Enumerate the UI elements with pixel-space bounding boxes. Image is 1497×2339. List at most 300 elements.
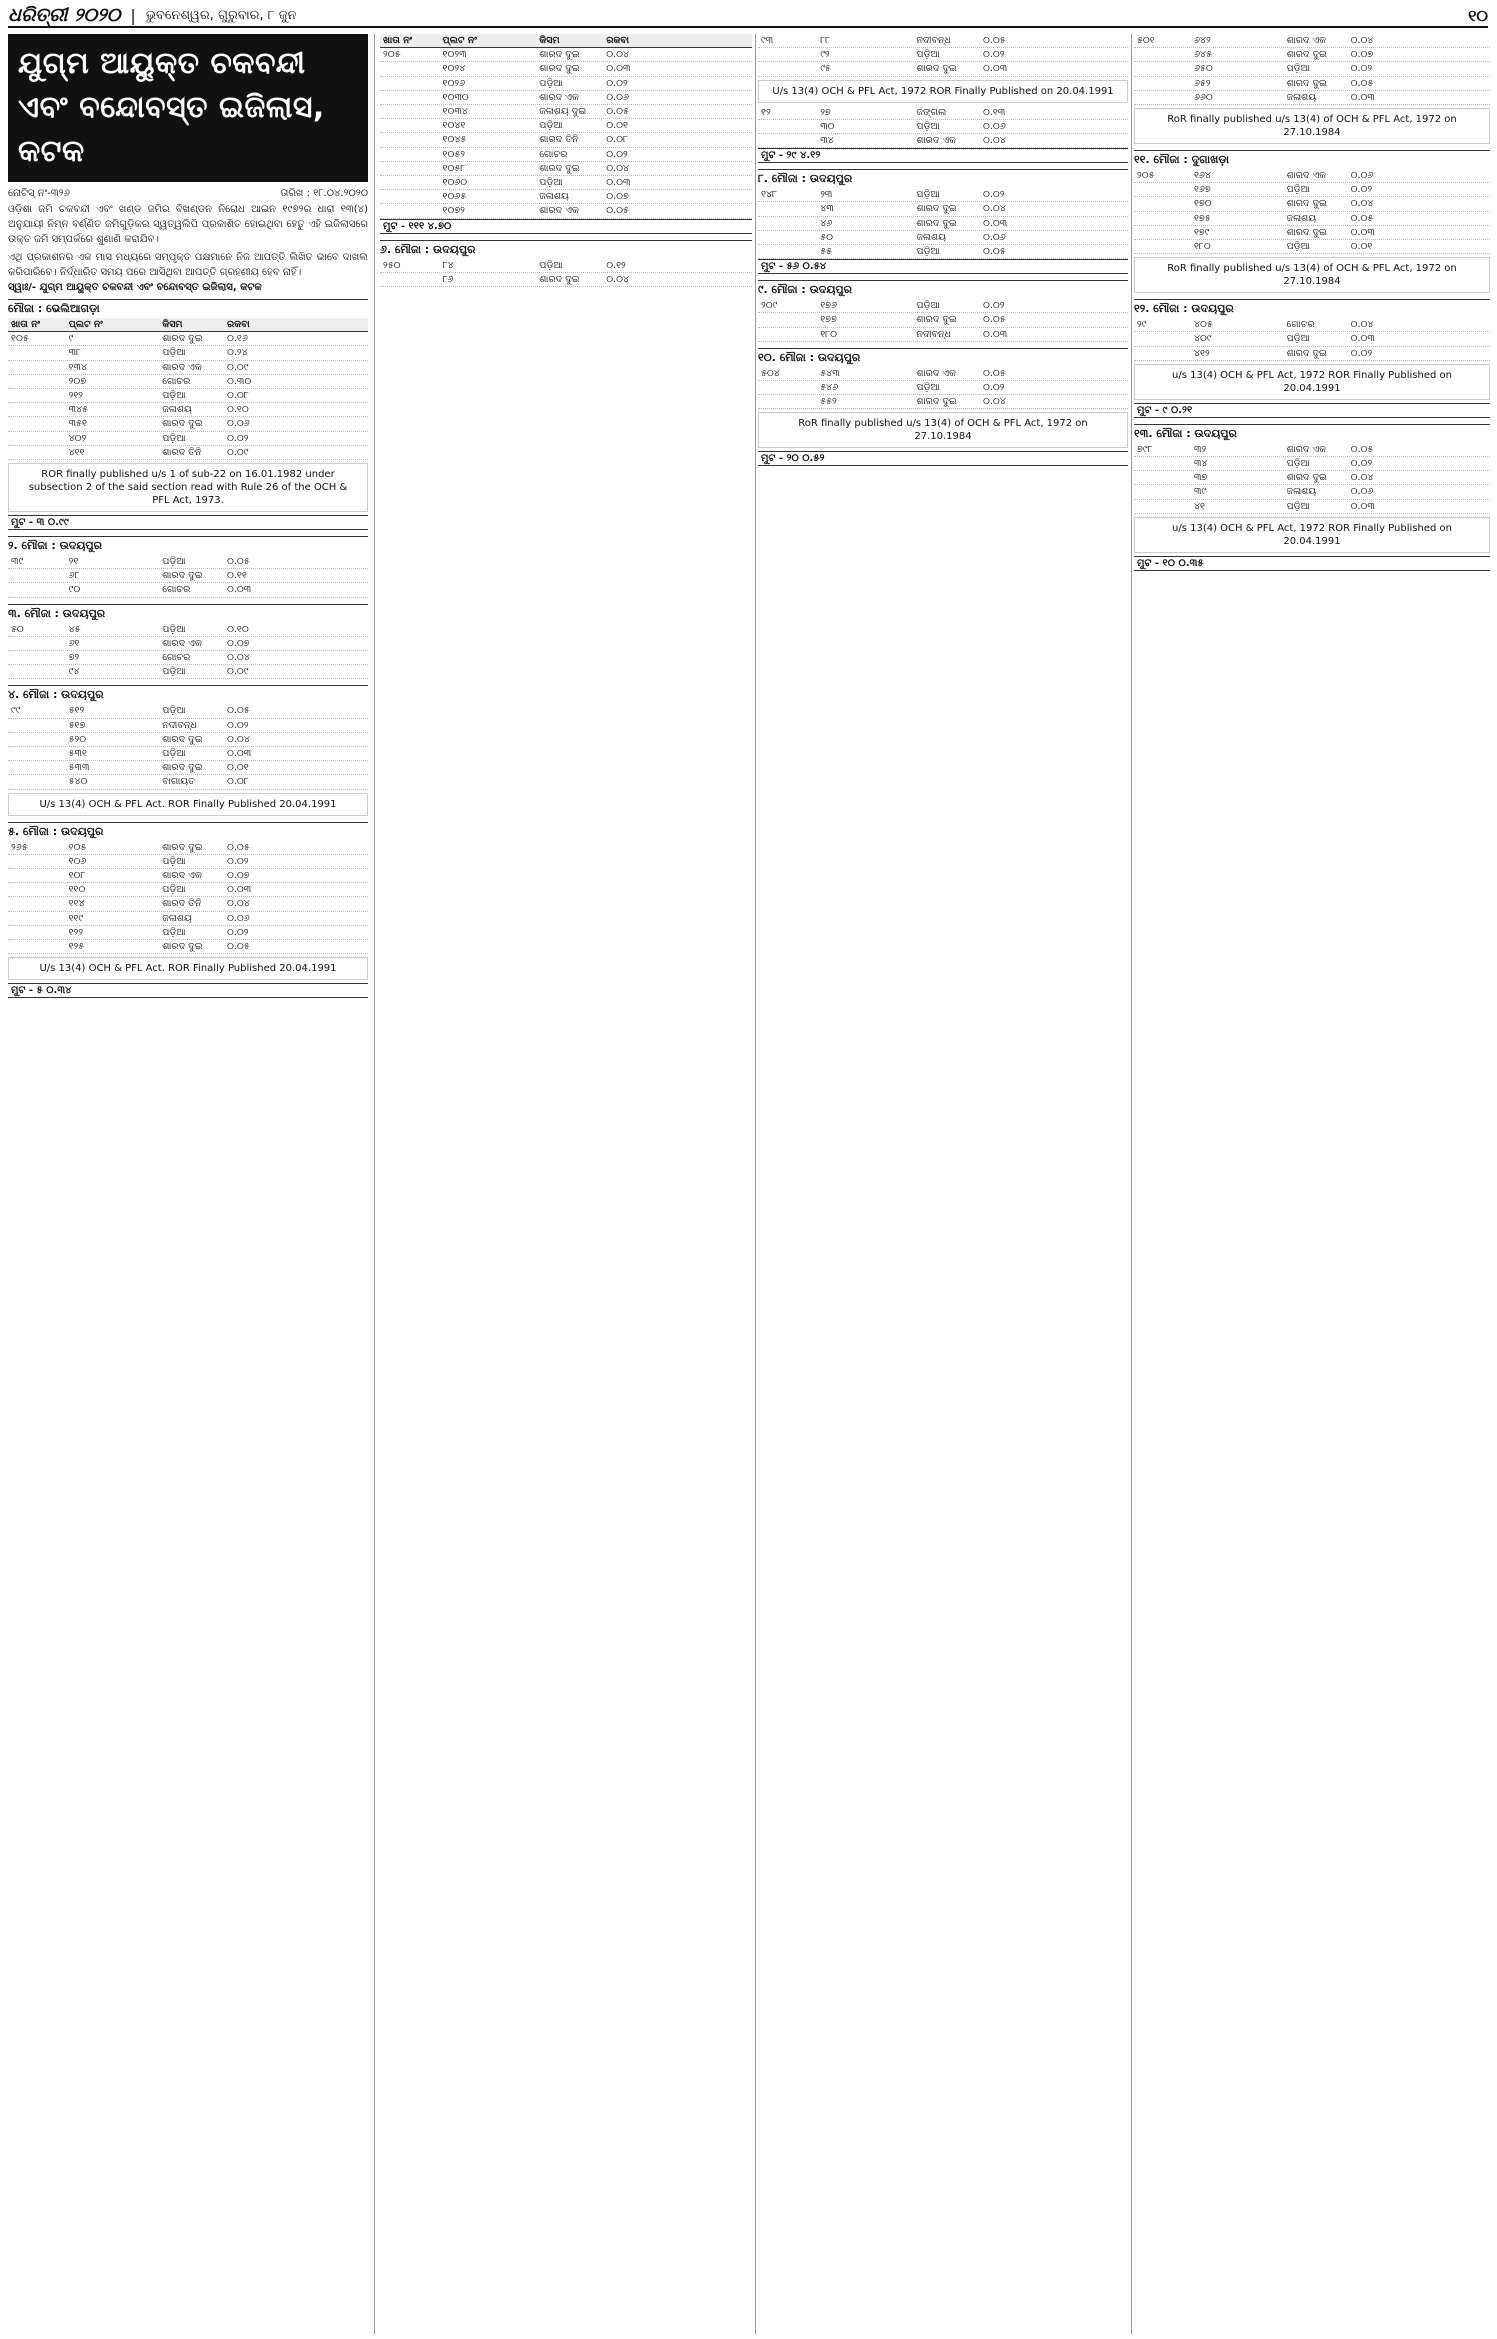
table-cell: [1134, 347, 1191, 360]
table-row: [8, 841, 368, 855]
table-cell: ୩୮: [68, 347, 82, 359]
table-cell: [1134, 457, 1191, 470]
table-row: [1134, 91, 1490, 105]
table-cell: ୫୦: [11, 623, 24, 635]
table-cell: ୦.୦୫: [606, 106, 629, 118]
table-cell: ୦.୦୬: [1350, 170, 1374, 182]
table-cell: ୧୭୦: [1193, 198, 1212, 210]
table-cell: [758, 395, 817, 408]
table-cell: ୦.୦୫: [1350, 77, 1374, 89]
table-cell: ୦.୧୦: [226, 404, 249, 416]
table-cell: [758, 134, 817, 147]
table-cell: ଶାରଦ ଦୁଇ: [162, 941, 203, 953]
table-cell: ୧୧୪: [68, 898, 85, 910]
table-cell: ୧୨୨: [68, 926, 84, 938]
table-cell: ୧୪୮: [761, 189, 777, 201]
ror-note: U/s 13(4) OCH & PFL Act, 1972 ROR Finally Published on 20.04.1991: [758, 80, 1128, 103]
table-cell: ୧୦୩୪: [442, 106, 468, 118]
ror-note: RoR finally published u/s 13(4) of OCH & PFL Act, 1972 on 27.10.1984: [758, 412, 1128, 448]
table-cell: ୦.୦୫: [1350, 443, 1374, 455]
table-cell: ୧୩୪: [68, 361, 88, 373]
table-cell: ୧୦୪୫: [442, 134, 467, 146]
table-cell: ଶାରଦ ଦୁଇ: [539, 162, 580, 174]
table-cell: ୦.୦୪: [606, 273, 630, 285]
table-row: [1134, 332, 1490, 346]
header-cell: କିସମ: [539, 35, 560, 46]
table-cell: ୧୦୫: [68, 841, 87, 853]
table-cell: ୧୦୫୮: [442, 162, 466, 174]
column-1: [8, 34, 368, 2334]
table-cell: ଶାରଦ ଦୁଇ: [539, 273, 580, 285]
table-cell: ୦.୦୭: [226, 870, 250, 882]
table-cell: ୪୧୨: [1193, 347, 1210, 359]
table-cell: ଶାରଦ ଦୁଇ: [1286, 198, 1327, 210]
table-cell: ୦.୦୫: [226, 556, 250, 568]
table-cell: ଶାରଦ ଏକ: [1286, 443, 1327, 455]
table-cell: ୬୧: [68, 637, 80, 649]
table-cell: ୦.୦୬: [1350, 486, 1374, 498]
table-row: [1134, 240, 1490, 254]
village-heading: ୧୩. ମୌଜା : ଉଦୟପୁର: [1134, 424, 1490, 443]
table-cell: ଶାରଦ ଦୁଇ: [916, 217, 957, 229]
table-cell: ୧୮୦: [1193, 241, 1211, 253]
table-cell: ୧୦୮: [68, 870, 86, 882]
table-cell: ୨୦୫: [1137, 170, 1155, 182]
table-cell: ୨୦୯: [761, 300, 778, 312]
land-table: [1134, 34, 1490, 105]
table-cell: ୦.୦୬: [982, 231, 1006, 243]
table-cell: [8, 747, 66, 760]
table-cell: ୦.୦୩: [982, 63, 1008, 75]
table-cell: ୩୦: [820, 120, 835, 132]
table-cell: ୦.୦୮: [226, 776, 249, 788]
table-cell: ପଡ଼ିଆ: [916, 246, 940, 258]
table-cell: ୦.୨୪: [226, 347, 248, 359]
table-cell: [8, 569, 66, 582]
table-row: [758, 299, 1128, 313]
table-cell: ପଡ଼ିଆ: [162, 666, 186, 678]
table-row: [380, 133, 752, 147]
table-cell: ପଡ଼ିଆ: [916, 120, 940, 132]
table-cell: ୦.୦୨: [982, 300, 1005, 312]
table-cell: ୦.୦୬: [226, 418, 250, 430]
table-cell: ୨୦୭: [68, 375, 87, 387]
table-cell: ୧୭୬: [820, 300, 837, 312]
table-cell: [380, 273, 440, 286]
table-row: [8, 332, 368, 346]
table-cell: ୦.୦୫: [606, 205, 629, 217]
table-cell: ଶାରଦ ଏକ: [1286, 35, 1327, 46]
table-row: [1134, 457, 1490, 471]
table-row: [380, 77, 752, 91]
table-row: [758, 202, 1128, 216]
table-cell: ୪୦୯: [1193, 333, 1212, 345]
table-cell: ୦.୦୪: [226, 898, 250, 910]
table-cell: ପଡ଼ିଆ: [539, 77, 563, 89]
ror-note: U/s 13(4) OCH & PFL Act. ROR Finally Published 20.04.1991: [8, 957, 368, 980]
table-cell: ୦.୦୪: [226, 652, 250, 664]
table-cell: ୨୯: [1137, 319, 1147, 331]
table-cell: ୦.୦୯: [226, 666, 249, 678]
table-cell: ୩୪: [820, 135, 834, 147]
table-cell: [380, 176, 440, 189]
table-row: [758, 328, 1128, 342]
table-cell: ୦.୦୪: [1350, 35, 1374, 46]
table-cell: ୧୦୭୨: [442, 205, 465, 217]
table-cell: ଶାରଦ ଦୁଇ: [916, 203, 957, 215]
table-cell: [8, 346, 66, 359]
ror-note: ROR finally published u/s 1 of sub-22 on 16.01.1982 under subsection 2 of the said section read with Rule 26 of the OCH & PFL Act, 1973.: [8, 463, 368, 512]
table-row: [758, 217, 1128, 231]
table-cell: ୦.୦୩: [982, 217, 1008, 229]
table-row: [8, 855, 368, 869]
table-row: [758, 120, 1128, 134]
table-cell: ଶାରଦ ଏକ: [162, 637, 202, 649]
table-row: [758, 188, 1128, 202]
table-cell: ୨୦୫: [383, 49, 401, 61]
table-cell: ପଡ଼ିଆ: [539, 120, 563, 132]
table-cell: ୧୬୭: [1193, 184, 1211, 196]
table-cell: ପଡ଼ିଆ: [1286, 458, 1310, 470]
table-cell: ଜଳାଶୟ: [162, 404, 192, 416]
table-row: [1134, 485, 1490, 499]
table-cell: ୮୬: [442, 273, 454, 285]
table-cell: ୫୦: [820, 231, 833, 243]
table-cell: ଶାରଦ ଦୁଇ: [916, 396, 957, 408]
table-row: [380, 62, 752, 76]
table-cell: [1134, 332, 1191, 345]
table-cell: ୦.୧୦: [226, 623, 249, 635]
table-cell: [8, 446, 66, 459]
table-cell: ୪୫: [68, 623, 81, 635]
table-cell: [1134, 240, 1191, 253]
table-cell: ଶାରଦ ଦୁଇ: [539, 49, 580, 61]
table-cell: ୦.୦୭: [1350, 49, 1374, 61]
table-cell: ୦.୦୫: [982, 314, 1006, 326]
table-total: ମୁଟ - ୯ ୦.୨୧: [1134, 403, 1490, 418]
table-cell: ୦.୦୩: [1350, 500, 1375, 512]
table-row: [380, 162, 752, 176]
table-cell: [8, 775, 66, 788]
village-heading: ୯. ମୌଜା : ଉଦୟପୁର: [758, 280, 1128, 299]
table-row: [8, 719, 368, 733]
notice-signature: ସ୍ୱାଃ/- ଯୁଗ୍ମ ଆୟୁକ୍ତ ଚକବନ୍ଦୀ ଏବଂ ବନ୍ଦୋବସ୍ତ ଇଜିଲାସ, କଟକ: [8, 282, 262, 293]
table-row: [8, 555, 368, 569]
table-row: [758, 367, 1128, 381]
table-cell: [8, 869, 66, 882]
table-cell: ଶାରଦ ଦୁଇ: [1286, 472, 1327, 484]
land-table: [758, 367, 1128, 410]
table-cell: ୩୪: [1193, 458, 1208, 470]
table-cell: ୫୪୦: [68, 776, 88, 788]
table-cell: ୯୫: [820, 63, 831, 75]
table-cell: ଶାରଦ ଦୁଇ: [1286, 226, 1327, 238]
table-cell: ୦.୦୨: [1350, 63, 1373, 75]
table-cell: [8, 637, 66, 650]
table-cell: ୦.୦୨: [226, 719, 249, 731]
table-row: [8, 361, 368, 375]
table-cell: ପଡ଼ିଆ: [162, 748, 186, 760]
table-cell: ୦.୦୩: [606, 177, 631, 189]
table-cell: ଜଳାଶୟ: [162, 912, 192, 924]
table-cell: ପଡ଼ିଆ: [1286, 500, 1310, 512]
table-cell: ପଡ଼ିଆ: [1286, 63, 1310, 75]
table-cell: ଜଳାଶୟ: [1286, 212, 1317, 224]
table-row: [8, 346, 368, 360]
table-cell: ୦.୦୧: [606, 120, 628, 132]
table-cell: [8, 403, 66, 416]
table-cell: ୦.୦୨: [226, 432, 249, 444]
header-cell: ପ୍ଲଟ ନଂ: [442, 35, 477, 46]
header-cell: ପ୍ଲଟ ନଂ: [68, 319, 103, 330]
table-row: [1134, 226, 1490, 240]
table-total: ମୁଟ - ୨୦ ୦.୫୨: [758, 451, 1128, 466]
table-cell: [758, 120, 817, 133]
table-cell: [380, 62, 440, 75]
table-cell: ୯୦: [68, 584, 81, 596]
table-cell: ଶାରଦ ଏକ: [162, 870, 202, 882]
header-cell: ଖାତା ନଂ: [11, 319, 41, 330]
land-table: [758, 34, 1128, 77]
table-cell: [1134, 91, 1191, 104]
table-row: [758, 48, 1128, 62]
table-cell: ଜଳାଶୟ: [1286, 486, 1317, 498]
table-cell: ପଡ଼ିଆ: [916, 189, 940, 201]
table-cell: [380, 105, 440, 118]
table-cell: [380, 162, 440, 175]
table-cell: ଗୋଚର: [539, 148, 568, 160]
table-cell: ୦.୦୨: [226, 926, 249, 938]
table-row: [1134, 169, 1490, 183]
table-row: [8, 940, 368, 954]
table-row: [1134, 62, 1490, 76]
header-cell: କିସମ: [162, 319, 183, 330]
table-cell: ୦.୦୪: [606, 49, 630, 61]
table-row: [8, 665, 368, 679]
table-cell: ୦.୦୪: [1350, 319, 1374, 331]
table-cell: ୪୧୧: [68, 446, 85, 458]
table-cell: ୬୮: [68, 570, 80, 582]
table-cell: ଶାରଦ ଏକ: [916, 367, 957, 379]
village-heading: ୫. ମୌଜା : ଉଦୟପୁର: [8, 822, 368, 841]
table-cell: [8, 417, 66, 430]
table-cell: ନଦୀବନ୍ଧ: [916, 35, 951, 46]
table-cell: ଜଙ୍ଗଲ: [916, 106, 947, 118]
table-row: [380, 176, 752, 190]
land-table: [8, 623, 368, 680]
table-cell: ୦.୦୩: [1350, 226, 1375, 238]
table-row: [380, 119, 752, 133]
table-cell: [8, 912, 66, 925]
table-total: ମୁଟ - ୧୧୧ ୪.୭୦: [380, 219, 752, 234]
village-heading: ୮. ମୌଜା : ଉଦୟପୁର: [758, 169, 1128, 188]
land-table: [380, 259, 752, 287]
table-cell: ଶାରଦ ଦୁଇ: [162, 762, 203, 774]
table-cell: ୧୦୨୩: [442, 49, 467, 61]
table-cell: ବାଗାୟତ: [162, 776, 195, 788]
table-row: [1134, 471, 1490, 485]
table-cell: ୫୪୬: [820, 382, 839, 394]
table-row: [8, 623, 368, 637]
table-cell: [758, 313, 817, 326]
table-row: [8, 637, 368, 651]
table-cell: ୦.୦୩: [1350, 333, 1375, 345]
table-cell: ୩୯: [1193, 486, 1207, 498]
land-table: [380, 48, 752, 218]
table-row: [8, 417, 368, 431]
table-row: [1134, 183, 1490, 197]
table-cell: ୧୦୨୬: [442, 77, 466, 89]
newspaper-logo: ଧରିତ୍ରୀ ୨୦୨୦: [8, 4, 121, 26]
table-cell: [380, 119, 440, 132]
table-cell: ଶାରଦ ଦୁଇ: [916, 63, 957, 75]
land-table: [8, 704, 368, 789]
table-cell: ୪୩: [820, 203, 834, 215]
table-cell: [1134, 197, 1191, 210]
table-cell: [8, 432, 66, 445]
table-cell: ୦.୦୩: [606, 63, 631, 75]
table-cell: ୦.୦୫: [982, 35, 1006, 46]
table-total: ମୁଟ - ୫ ୦.୩୪: [8, 983, 368, 998]
table-cell: ୦.୧୧: [226, 570, 247, 582]
table-cell: [758, 202, 817, 215]
table-cell: ୬୬୦: [1193, 91, 1213, 103]
table-total: ମୁଟ - ୩ ୦.୯୯: [8, 515, 368, 530]
table-cell: [380, 133, 440, 146]
table-row: [8, 583, 368, 597]
table-cell: [8, 883, 66, 896]
table-cell: ୨୫୦: [383, 259, 401, 271]
notice-paragraph: ଏଥି ପ୍ରକାଶନର ଏକ ମାସ ମଧ୍ୟରେ ସମ୍ପୃକ୍ତ ପକ୍ଷମାନେ ନିଜ ଆପତ୍ତି ଲିଖିତ ଭାବେ ଦାଖଲ କରିପାରିବେ। ନିର୍ଦ୍ଧାରିତ ସମୟ ପରେ ଆସିଥିବା ଆପତ୍ତି ଗ୍ରହଣୀୟ ହେବ ନାହିଁ।: [8, 252, 368, 278]
table-cell: [1134, 48, 1191, 61]
table-cell: [8, 583, 66, 596]
table-cell: ୦.୦୫: [226, 705, 250, 717]
table-cell: [758, 48, 817, 61]
table-cell: ୯୪: [68, 666, 80, 678]
header-cell: ରକବା: [226, 319, 250, 330]
table-cell: ୫୩୧: [68, 748, 87, 760]
table-cell: [758, 381, 817, 394]
table-cell: [8, 651, 66, 664]
table-row: [758, 395, 1128, 409]
table-cell: ପଡ଼ିଆ: [162, 390, 186, 402]
table-cell: ପଡ଼ିଆ: [916, 300, 940, 312]
table-cell: ୦.୦୪: [226, 733, 250, 745]
table-row: [8, 446, 368, 460]
table-cell: ୦.୦୨: [1350, 458, 1373, 470]
table-cell: ୯୯: [11, 705, 21, 717]
table-cell: ୦.୦୮: [226, 390, 249, 402]
table-cell: ୦.୦୨: [606, 148, 628, 160]
table-cell: ୦.୩୦: [226, 375, 252, 387]
table-cell: [8, 719, 66, 732]
table-cell: ୦.୦୪: [982, 396, 1006, 408]
table-cell: ୦.୦୪: [606, 162, 630, 174]
table-cell: [8, 665, 66, 678]
table-cell: [380, 190, 440, 203]
table-cell: ଶାରଦ ଦୁଇ: [1286, 49, 1327, 61]
table-cell: ଶାରଦ ଦୁଇ: [916, 314, 957, 326]
table-cell: ଗୋଚର: [162, 584, 191, 596]
column-4: [1134, 34, 1490, 2334]
table-row: [380, 190, 752, 204]
ror-note: U/s 13(4) OCH & PFL Act. ROR Finally Published 20.04.1991: [8, 793, 368, 816]
table-row: [1134, 347, 1490, 361]
table-cell: ୧୦୨୪: [442, 63, 466, 75]
table-cell: ୭୨: [68, 652, 80, 664]
table-row: [8, 747, 368, 761]
table-cell: ୧୬୪: [1193, 170, 1211, 182]
table-cell: [8, 761, 66, 774]
village-heading: ୧୨. ମୌଜା : ଉଦୟପୁର: [1134, 299, 1490, 318]
table-cell: ପଡ଼ିଆ: [539, 259, 563, 271]
table-row: [380, 273, 752, 287]
table-cell: ୧୦୬୫: [442, 191, 467, 203]
table-cell: ପଡ଼ିଆ: [162, 556, 186, 568]
table-cell: ୦.୦୫: [1350, 212, 1374, 224]
table-cell: ୦.୦୬: [606, 91, 629, 103]
table-cell: ୧୦୬: [68, 855, 87, 867]
table-cell: ୦.୦୬: [982, 120, 1006, 132]
table-cell: ପଡ଼ିଆ: [916, 382, 940, 394]
table-cell: ଶାରଦ ଦୁଇ: [1286, 77, 1327, 89]
table-cell: [1134, 212, 1191, 225]
table-cell: ଜଳାଶୟ: [1286, 91, 1317, 103]
table-row: [8, 883, 368, 897]
table-cell: ୦.୦୩: [982, 328, 1008, 340]
table-cell: ୫୦୪: [761, 367, 780, 379]
table-cell: ୦.୦୮: [606, 134, 628, 146]
table-cell: ଗୋଚର: [162, 375, 191, 387]
land-table: [1134, 443, 1490, 514]
table-cell: ୫୫: [820, 246, 833, 258]
table-row: [8, 897, 368, 911]
table-row: [8, 389, 368, 403]
page-number: ୧୦: [1468, 6, 1488, 25]
table-cell: ଗୋଚର: [162, 652, 191, 664]
table-cell: ଶାରଦ ଦୁଇ: [1286, 347, 1327, 359]
table-cell: ୦.୦୫: [226, 841, 250, 853]
table-cell: ୩୭: [1193, 472, 1208, 484]
table-cell: ପଡ଼ିଆ: [162, 884, 186, 896]
table-row: [758, 313, 1128, 327]
table-cell: ଶାରଦ ଏକ: [539, 205, 579, 217]
table-row: [380, 204, 752, 218]
table-row: [380, 48, 752, 62]
table-row: [380, 105, 752, 119]
table-cell: ୪୬: [820, 217, 833, 229]
table-row: [8, 869, 368, 883]
table-cell: ନଦୀବନ୍ଧ: [916, 328, 951, 340]
table-cell: ୦.୦୧: [1350, 241, 1373, 253]
table-cell: ୦.୦୨: [982, 49, 1005, 61]
table-cell: ଜଳାଶୟ: [539, 191, 569, 203]
table-header: [8, 318, 368, 332]
table-row: [1134, 500, 1490, 514]
table-row: [1134, 197, 1490, 211]
masthead-date: ଭୁବନେଶ୍ୱର, ଗୁରୁବାର, ୮ ଜୁନ: [145, 7, 297, 23]
table-cell: ଶାରଦ ଦୁଇ: [162, 841, 203, 853]
table-cell: [758, 328, 817, 341]
table-cell: ୮୮: [820, 35, 831, 46]
table-cell: ୧୭୭: [820, 314, 837, 326]
table-cell: ଶାରଦ ଦୁଇ: [539, 63, 580, 75]
table-row: [758, 62, 1128, 76]
table-cell: ୨୩: [820, 189, 833, 201]
table-cell: ୦.୦୫: [982, 246, 1006, 258]
notice-number: ନୋଟିସ୍ ନଂ-୩୨୬: [8, 188, 70, 199]
table-cell: [380, 77, 440, 90]
